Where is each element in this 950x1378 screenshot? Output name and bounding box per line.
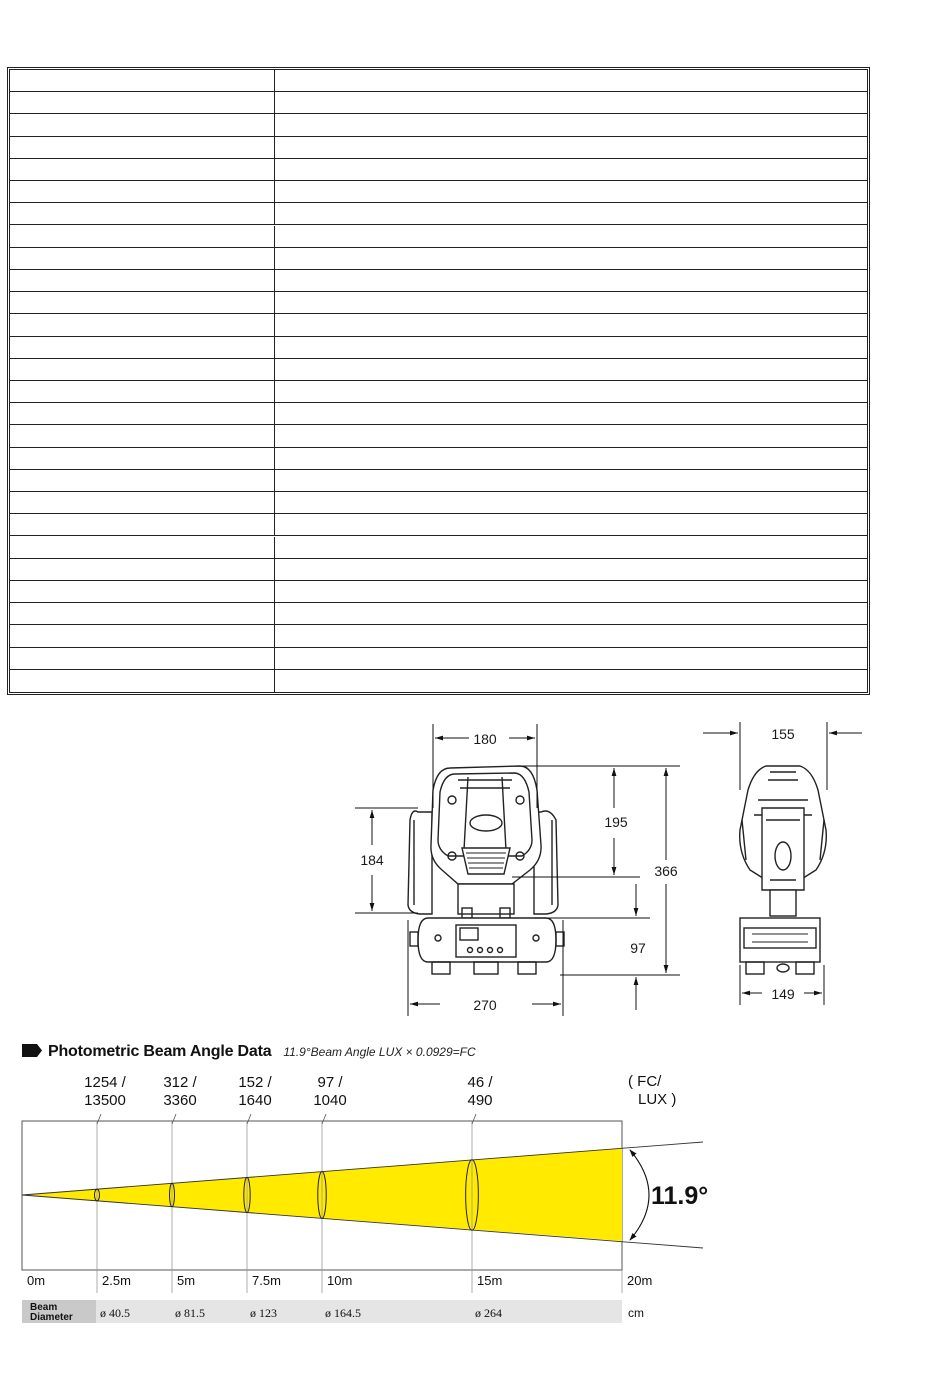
spec-cell-label [10, 603, 275, 624]
spec-cell-label [10, 248, 275, 269]
spec-table-row [10, 603, 867, 625]
spec-cell-value [275, 292, 867, 313]
dim-front-base-width: 270 [473, 997, 497, 1013]
distance-label: 7.5m [252, 1273, 281, 1288]
spec-cell-label [10, 514, 275, 535]
spec-cell-value [275, 603, 867, 624]
spec-cell-value [275, 403, 867, 424]
photometric-subtitle: 11.9°Beam Angle LUX × 0.0929=FC [283, 1045, 476, 1059]
distance-label: 0m [27, 1273, 46, 1288]
spec-cell-value [275, 159, 867, 180]
distance-label: 15m [477, 1273, 503, 1288]
spec-cell-label [10, 181, 275, 202]
spec-cell-value [275, 314, 867, 335]
spec-cell-label [10, 159, 275, 180]
dim-front-width-top: 180 [473, 731, 497, 747]
lux-value: 490 [467, 1092, 493, 1109]
spec-cell-value [275, 670, 867, 692]
spec-table-row [10, 470, 867, 492]
dim-side-base-width: 149 [771, 986, 795, 1002]
spec-cell-label [10, 425, 275, 446]
lux-value: 1040 [313, 1092, 347, 1109]
spec-cell-label [10, 537, 275, 558]
distance-label: 20m [627, 1273, 653, 1288]
spec-cell-value [275, 226, 867, 247]
spec-cell-value [275, 381, 867, 402]
spec-cell-label [10, 448, 275, 469]
spec-table-row [10, 137, 867, 159]
spec-table-row [10, 181, 867, 203]
beam-angle-label: 11.9° [651, 1182, 709, 1210]
side-view-drawing [740, 766, 827, 974]
spec-table-row [10, 625, 867, 647]
spec-table-row [10, 314, 867, 336]
spec-cell-label [10, 581, 275, 602]
beam-diameter-value: ø 40.5 [100, 1306, 130, 1320]
spec-cell-label [10, 625, 275, 646]
dim-front-head-height: 195 [604, 814, 628, 830]
spec-cell-value [275, 581, 867, 602]
fc-value: 152 / [238, 1074, 272, 1091]
fc-value: 97 / [317, 1074, 343, 1091]
spec-table-row [10, 70, 867, 92]
spec-cell-value [275, 248, 867, 269]
spec-cell-value [275, 559, 867, 580]
spec-cell-label [10, 226, 275, 247]
spec-table-row [10, 425, 867, 447]
spec-table-row [10, 114, 867, 136]
distance-label: 2.5m [102, 1273, 131, 1288]
spec-table-row [10, 270, 867, 292]
spec-table-row [10, 581, 867, 603]
lux-value: 1640 [238, 1092, 272, 1109]
spec-cell-value [275, 92, 867, 113]
spec-table-row [10, 292, 867, 314]
spec-table-row [10, 448, 867, 470]
spec-table-row [10, 359, 867, 381]
spec-cell-label [10, 670, 275, 692]
distance-label: 10m [327, 1273, 353, 1288]
spec-table-row [10, 537, 867, 559]
diameter-unit: cm [628, 1306, 644, 1320]
spec-cell-value [275, 70, 867, 91]
photometric-title: Photometric Beam Angle Data [22, 1043, 271, 1061]
spec-cell-value [275, 181, 867, 202]
spec-cell-value [275, 337, 867, 358]
spec-cell-label [10, 337, 275, 358]
dimension-drawings [0, 700, 950, 1030]
diameter-label-line1: Beam [30, 1302, 58, 1313]
photometric-header [22, 1043, 476, 1061]
front-view-drawing [408, 766, 564, 974]
spec-cell-label [10, 403, 275, 424]
spec-cell-label [10, 270, 275, 291]
spec-table-row [10, 648, 867, 670]
spec-cell-label [10, 114, 275, 135]
spec-table-row [10, 92, 867, 114]
dim-front-total-height: 366 [654, 863, 678, 879]
spec-cell-value [275, 425, 867, 446]
fc-value: 312 / [163, 1074, 197, 1091]
spec-cell-value [275, 625, 867, 646]
spec-table [7, 67, 870, 695]
spec-cell-label [10, 70, 275, 91]
spec-table-row [10, 337, 867, 359]
spec-cell-label [10, 137, 275, 158]
spec-table-row [10, 670, 867, 692]
spec-table-row [10, 203, 867, 225]
fc-lux-unit-top: ( FC/ [628, 1073, 662, 1090]
lux-value: 3360 [163, 1092, 197, 1109]
dim-side-width-top: 155 [771, 726, 795, 742]
spec-cell-value [275, 537, 867, 558]
spec-table-row [10, 514, 867, 536]
spec-cell-value [275, 359, 867, 380]
fc-value: 1254 / [84, 1074, 126, 1091]
spec-cell-label [10, 203, 275, 224]
spec-cell-value [275, 137, 867, 158]
lux-value: 13500 [84, 1092, 126, 1109]
spec-cell-label [10, 470, 275, 491]
spec-cell-label [10, 314, 275, 335]
dim-front-base-height: 97 [630, 940, 646, 956]
fc-value: 46 / [467, 1074, 493, 1091]
spec-cell-value [275, 203, 867, 224]
spec-table-row [10, 492, 867, 514]
spec-cell-label [10, 492, 275, 513]
fc-lux-unit-bottom: LUX ) [638, 1091, 677, 1108]
spec-table-row [10, 159, 867, 181]
spec-cell-label [10, 292, 275, 313]
beam-angle-arc [630, 1150, 649, 1240]
spec-cell-value [275, 492, 867, 513]
spec-cell-value [275, 448, 867, 469]
spec-cell-label [10, 648, 275, 669]
beam-diameter-value: ø 264 [475, 1306, 502, 1320]
spec-table-row [10, 381, 867, 403]
spec-table-row [10, 403, 867, 425]
spec-table-row [10, 248, 867, 270]
spec-cell-label [10, 92, 275, 113]
spec-cell-label [10, 559, 275, 580]
distance-label: 5m [177, 1273, 196, 1288]
diameter-label-line2: Diameter [30, 1312, 73, 1323]
spec-cell-label [10, 359, 275, 380]
spec-cell-label [10, 381, 275, 402]
spec-cell-value [275, 648, 867, 669]
spec-cell-value [275, 514, 867, 535]
beam-angle-diagram [0, 1065, 950, 1335]
beam-diameter-value: ø 81.5 [175, 1306, 205, 1320]
dim-front-yoke-height: 184 [360, 852, 384, 868]
spec-cell-value [275, 470, 867, 491]
beam-diameter-value: ø 164.5 [325, 1306, 361, 1320]
section-tag-icon [22, 1044, 42, 1057]
spec-table-row [10, 559, 867, 581]
spec-table-row [10, 226, 867, 248]
spec-cell-value [275, 114, 867, 135]
beam-diameter-value: ø 123 [250, 1306, 277, 1320]
spec-cell-value [275, 270, 867, 291]
